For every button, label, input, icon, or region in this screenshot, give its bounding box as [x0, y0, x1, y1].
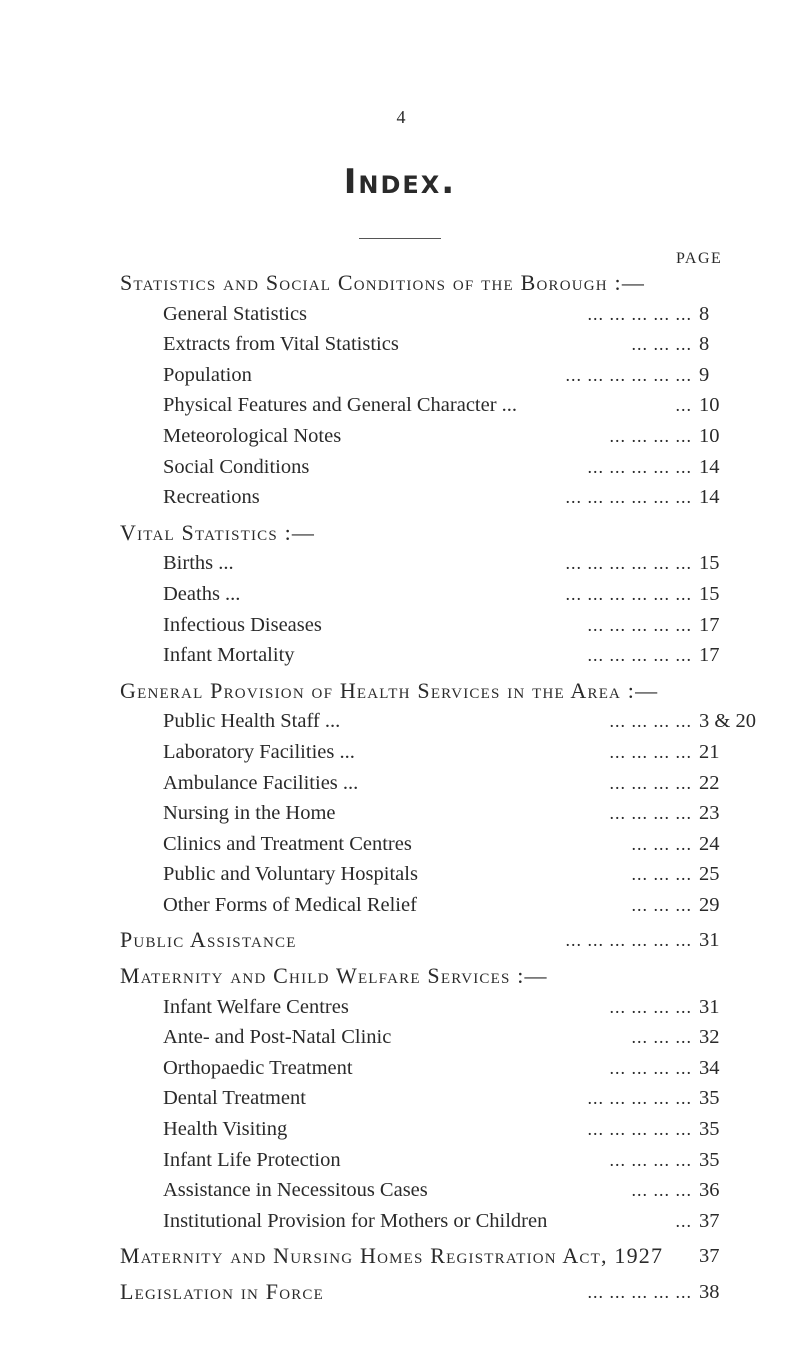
section-heading-label: Legislation in Force [120, 1279, 324, 1304]
page-ref: 14 [699, 455, 720, 478]
page-ref: 15 [699, 552, 720, 575]
entry-label: Infant Welfare Centres [163, 995, 349, 1018]
page-ref: 3 & 20 [699, 710, 756, 733]
index-entry [0, 1053, 800, 1084]
entry-label: Institutional Provision for Mothers or Children [163, 1209, 548, 1232]
section-heading-label: Statistics and Social Conditions of the Borough :— [120, 270, 646, 295]
page-ref: 35 [699, 1148, 720, 1171]
title-rule [359, 238, 441, 239]
index-entry [0, 1175, 800, 1206]
leader-dots: ... ... ... ... ... [587, 456, 692, 477]
leader-dots: ... ... ... ... [609, 1149, 692, 1170]
section-heading [0, 268, 800, 299]
page-number: 4 [396, 107, 406, 127]
entry-label: Extracts from Vital Statistics [163, 333, 399, 356]
page-ref: 17 [699, 613, 720, 636]
leader-dots: ... ... ... ... [609, 741, 692, 762]
leader-dots: ... ... ... [631, 833, 692, 854]
page-ref: 8 [699, 333, 710, 356]
leader-dots: ... ... ... ... [609, 772, 692, 793]
page-ref: 36 [699, 1179, 720, 1202]
index-entry [0, 640, 800, 671]
entry-label: Laboratory Facilities ... [163, 740, 355, 763]
leader-dots: ... ... ... [631, 1180, 692, 1201]
leader-dots: ... ... ... ... [609, 803, 692, 824]
entry-label: Ambulance Facilities ... [163, 771, 359, 794]
index-entry [0, 329, 800, 360]
page-ref: 8 [699, 302, 710, 325]
leader-dots: ... ... ... ... ... [587, 303, 692, 324]
page-ref: 9 [699, 363, 710, 386]
entry-label: Health Visiting [163, 1118, 288, 1141]
section-heading-label: Maternity and Nursing Homes Registration Act, 1927 [120, 1243, 664, 1269]
entry-label: Public Health Staff ... [163, 710, 341, 733]
index-entry [0, 360, 800, 391]
entry-label: Other Forms of Medical Relief [163, 893, 417, 916]
entry-label: Recreations [163, 486, 260, 509]
section-heading-label: Vital Statistics :— [120, 519, 316, 545]
page-ref: 17 [699, 644, 720, 667]
entry-label: Infant Life Protection [163, 1148, 341, 1171]
entry-label: Ante- and Post-Natal Clinic [163, 1026, 392, 1049]
page-column-header: PAGE [676, 250, 723, 267]
page-ref: 35 [699, 1087, 720, 1110]
leader-dots: ... ... ... ... ... [587, 614, 692, 635]
page-ref: 14 [699, 486, 720, 509]
section-heading [0, 676, 800, 707]
page-ref: 29 [699, 893, 720, 916]
entry-label: Dental Treatment [163, 1087, 306, 1110]
index-entry [0, 706, 800, 737]
entry-label: Infectious Diseases [163, 613, 322, 636]
index-entry [0, 610, 800, 641]
index-entry [0, 1022, 800, 1053]
entry-label: Orthopaedic Treatment [163, 1056, 353, 1079]
page-ref: 10 [699, 394, 720, 417]
page-ref: 32 [699, 1026, 720, 1049]
index-entry [0, 421, 800, 452]
page-ref: 21 [699, 740, 720, 763]
section-heading [0, 1241, 800, 1272]
index-entry [0, 829, 800, 860]
section-heading-label: General Provision of Health Services in the Area :— [120, 677, 659, 703]
page-ref: 24 [699, 832, 720, 855]
index-entry [0, 390, 800, 421]
section-heading-label: Maternity and Child Welfare Services :— [120, 963, 548, 989]
index-entry [0, 299, 800, 330]
index-entry [0, 1083, 800, 1114]
leader-dots: ... ... ... ... ... ... [565, 364, 692, 385]
page-ref: 37 [699, 1245, 720, 1268]
section-heading-label: Public Assistance [120, 927, 297, 953]
index-entry [0, 1206, 800, 1237]
page-ref: 22 [699, 771, 720, 794]
page-ref: 38 [699, 1281, 720, 1303]
leader-dots: ... ... ... ... ... [587, 1119, 692, 1140]
leader-dots: ... ... ... ... ... [587, 1282, 692, 1302]
entry-label: Nursing in the Home [163, 802, 336, 825]
entry-label: Births ... [163, 552, 234, 575]
leader-dots: ... ... ... ... ... ... [565, 930, 692, 951]
entry-label: Deaths ... [163, 582, 241, 605]
page-ref: 31 [699, 995, 720, 1018]
section-heading [0, 1277, 800, 1308]
index-entry [0, 859, 800, 890]
page-ref: 23 [699, 802, 720, 825]
entry-label: Meteorological Notes [163, 424, 342, 447]
entry-label: Population [163, 363, 252, 386]
index-entry [0, 1114, 800, 1145]
page-ref: 31 [699, 929, 720, 952]
section-heading [0, 518, 800, 549]
leader-dots: ... ... ... ... [609, 711, 692, 732]
page-ref: 15 [699, 582, 720, 605]
leader-dots: ... ... ... [631, 1027, 692, 1048]
index-entry [0, 737, 800, 768]
entry-label: Physical Features and General Character ... [163, 394, 518, 417]
index-entry [0, 992, 800, 1023]
page-ref: 35 [699, 1118, 720, 1141]
entry-label: Assistance in Necessitous Cases [163, 1179, 428, 1202]
entry-label: General Statistics [163, 302, 308, 325]
leader-dots: ... ... ... [631, 894, 692, 915]
section-heading [0, 961, 800, 992]
leader-dots: ... ... ... ... [609, 1057, 692, 1078]
index-entry [0, 768, 800, 799]
index-entry [0, 579, 800, 610]
page-ref: 34 [699, 1056, 720, 1079]
section-heading [0, 925, 800, 956]
page-ref: 25 [699, 863, 720, 886]
leader-dots: ... ... ... ... [609, 425, 692, 446]
index-entry [0, 452, 800, 483]
leader-dots: ... ... ... ... ... ... [565, 583, 692, 604]
index-entry [0, 890, 800, 921]
index-entry [0, 482, 800, 513]
page-title: Index. [343, 162, 457, 202]
index-list [0, 268, 800, 1308]
index-entry [0, 1145, 800, 1176]
leader-dots: ... [675, 1210, 692, 1231]
leader-dots: ... ... ... ... ... ... [565, 553, 692, 574]
page-ref: 10 [699, 424, 720, 447]
leader-dots: ... ... ... ... ... ... [565, 487, 692, 508]
leader-dots: ... [675, 395, 692, 416]
leader-dots: ... ... ... ... [609, 996, 692, 1017]
index-entry [0, 798, 800, 829]
leader-dots: ... ... ... ... ... [587, 1088, 692, 1109]
entry-label: Social Conditions [163, 455, 310, 478]
page-ref: 37 [699, 1209, 720, 1232]
leader-dots: ... ... ... [631, 334, 692, 355]
index-entry [0, 548, 800, 579]
leader-dots: ... ... ... [631, 864, 692, 885]
entry-label: Infant Mortality [163, 644, 295, 667]
leader-dots: ... ... ... ... ... [587, 645, 692, 666]
entry-label: Clinics and Treatment Centres [163, 832, 412, 855]
entry-label: Public and Voluntary Hospitals [163, 863, 418, 886]
